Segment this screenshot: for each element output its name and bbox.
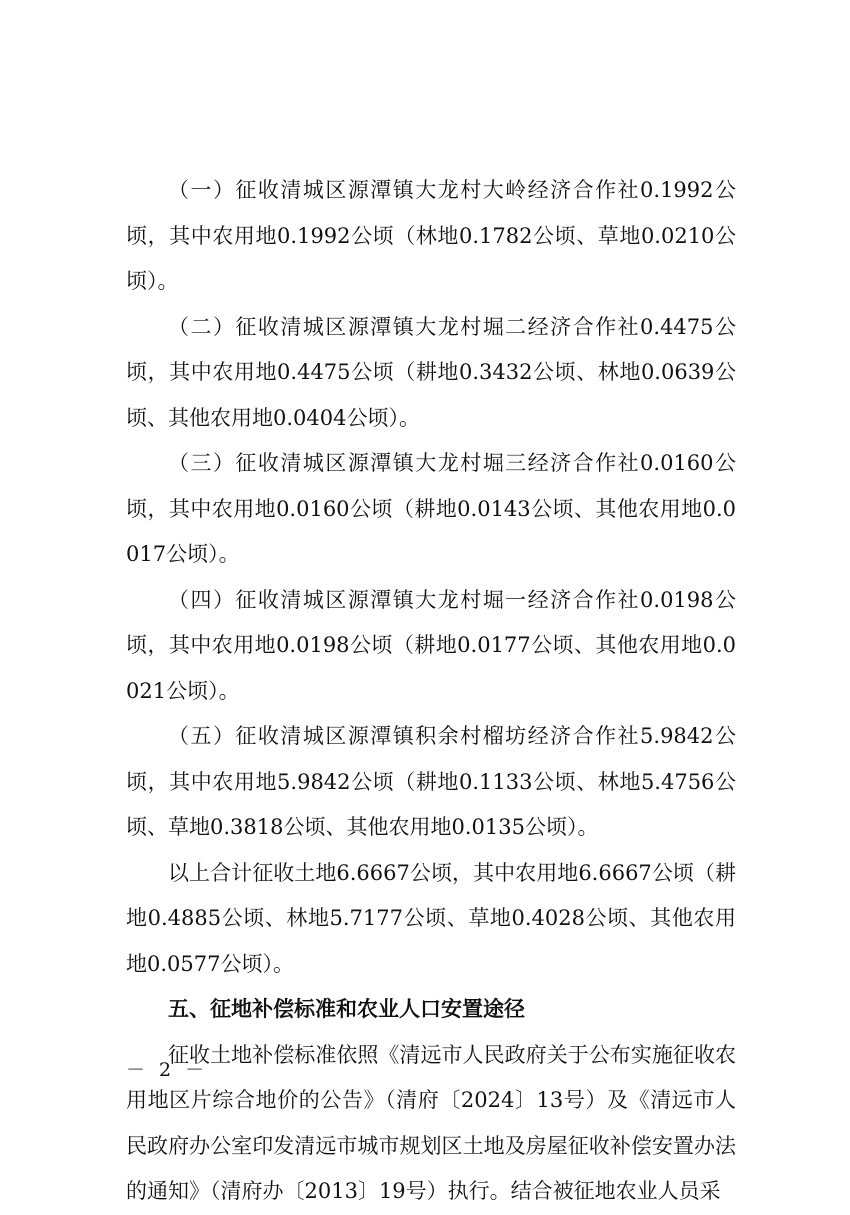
paragraph-item-3: （三）征收清城区源潭镇大龙村堀三经济合作社0.0160公顷，其中农用地0.0160公顷（耕地0.0143公顷、其他农用地0.0017公顷）。 bbox=[126, 451, 736, 566]
paragraph-item-1: （一）征收清城区源潭镇大龙村大岭经济合作社0.1992公顷，其中农用地0.1992公顷（林地0.1782公顷、草地0.0210公顷）。 bbox=[126, 178, 736, 293]
paragraph-total: 以上合计征收土地6.6667公顷，其中农用地6.6667公顷（耕地0.4885公顷、林地5.7177公顷、草地0.4028公顷、其他农用地0.0577公顷）。 bbox=[126, 860, 736, 976]
page-number: － 2 － bbox=[126, 1059, 209, 1081]
paragraph-compensation: 征收土地补偿标准依照《清远市人民政府关于公布实施征收农用地区片综合地价的公告》（清府〔2024〕13号）及《清远市人民政府办公室印发清远市城市规划区土地及房屋征收补偿安置办法的通知》（清府办〔2013〕19号）执行。结合被征地农业人员采 bbox=[126, 1042, 736, 1203]
paragraph-item-2: （二）征收清城区源潭镇大龙村堀二经济合作社0.4475公顷，其中农用地0.4475公顷（耕地0.3432公顷、林地0.0639公顷、其他农用地0.0404公顷）。 bbox=[126, 314, 736, 430]
section-heading: 五、征地补偿标准和农业人口安置途径 bbox=[168, 997, 525, 1021]
paragraph-item-5: （五）征收清城区源潭镇积余村榴坊经济合作社5.9842公顷，其中农用地5.9842公顷（耕地0.1133公顷、林地5.4756公顷、草地0.3818公顷、其他农用地0.0135公顷）。 bbox=[126, 724, 736, 839]
paragraph-item-4: （四）征收清城区源潭镇大龙村堀一经济合作社0.0198公顷，其中农用地0.0198公顷（耕地0.0177公顷、其他农用地0.0021公顷）。 bbox=[126, 587, 736, 703]
document-body bbox=[126, 168, 736, 1215]
